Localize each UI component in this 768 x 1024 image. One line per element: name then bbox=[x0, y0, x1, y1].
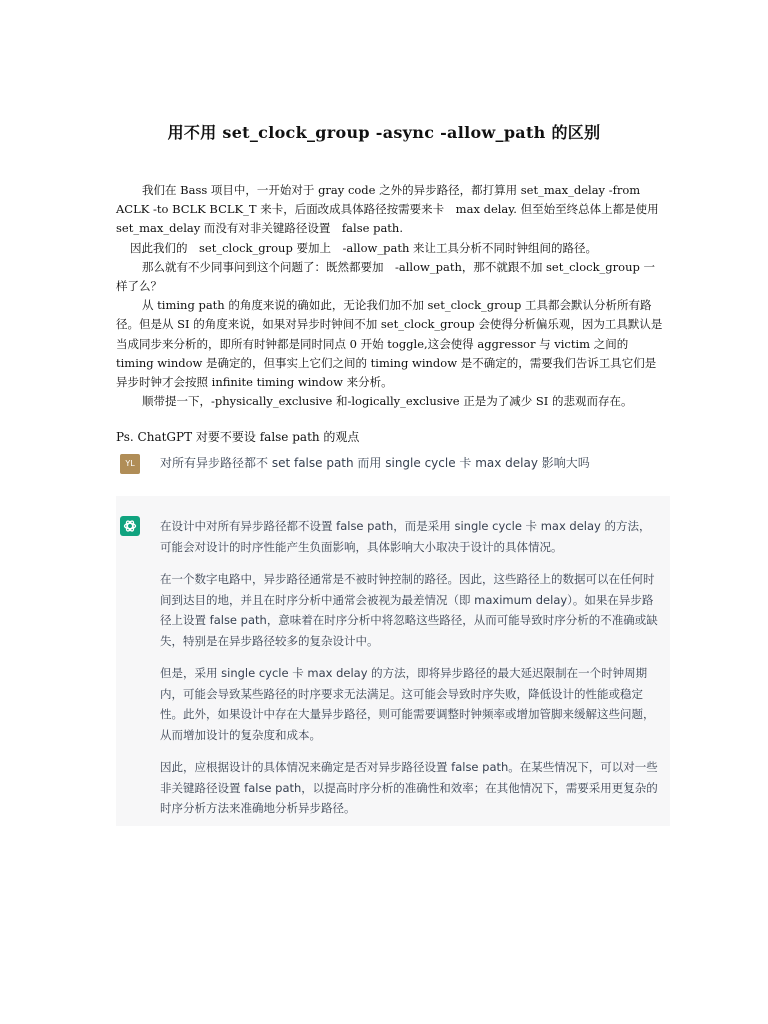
chat-bot-row bbox=[116, 496, 670, 826]
chat-user-row bbox=[116, 448, 670, 496]
bot-message bbox=[160, 516, 660, 831]
paragraph: 我们在 Bass 项目中，一开始对于 gray code 之外的异步路径，都打算用 set_max_delay -from ACLK -to BCLK BCLK_T 来卡，后面改成具体路径按需要来卡 max delay. 但至始至终总体上都是使用 set_max_delay 而没有对非关键路径设置 false path. bbox=[116, 183, 671, 236]
bot-paragraph: 因此，应根据设计的具体情况来确定是否对异步路径设置 false path。在某些情况下，可以对一些非关键路径设置 false path，以提高时序分析的准确性和效率；在其他情况下，需要采用更复杂的时序分析方法来准确地分析异步路径。 bbox=[160, 760, 658, 815]
user-avatar: YL bbox=[120, 454, 140, 474]
chatgpt-logo-icon bbox=[120, 516, 140, 536]
paragraph: 因此我们的 set_clock_group 要加上 -allow_path 来让工具分析不同时钟组间的路径。 bbox=[130, 240, 597, 255]
bot-paragraph: 在一个数字电路中，异步路径通常是不被时钟控制的路径。因此，这些路径上的数据可以在任何时间到达目的地，并且在时序分析中通常会被视为最差情况（即 maximum delay）。如果在异步路径上设置 false path，意味着在时序分析中将忽略这些路径，从而可能导致时序分析的不准确或缺失，特别是在异步路径较多的复杂设计中。 bbox=[160, 572, 658, 648]
paragraph: 顺带提一下，-physically_exclusive 和-logically_exclusive 正是为了减少 SI 的悲观而存在。 bbox=[142, 394, 633, 409]
document-title: 用不用 set_clock_group -async -allow_path 的区别 bbox=[167, 123, 601, 142]
bot-paragraph: 在设计中对所有异步路径都不设置 false path，而是采用 single cycle 卡 max delay 的方法，可能会对设计的时序性能产生负面影响，具体影响大小取决于设计的具体情况。 bbox=[160, 519, 651, 554]
paragraph: 从 timing path 的角度来说的确如此，无论我们加不加 set_clock_group 工具都会默认分析所有路径。但是从 SI 的角度来说，如果对异步时钟间不加 set_clock_group 会使得分析偏乐观，因为工具默认是当成同步来分析的，即所有时钟都是同时同点 0 开始 toggle,这会使得 aggressor 与 victim 之间的 timing window 是确定的，但事实上它们之间的 timing window 是不确定的，需要我们告诉工具它们是异步时钟才会按照 infinite timing window 来分析。 bbox=[116, 298, 663, 390]
body-text bbox=[116, 181, 671, 411]
ps-label: Ps. ChatGPT 对要不要设 false path 的观点 bbox=[116, 430, 360, 444]
bot-paragraph: 但是，采用 single cycle 卡 max delay 的方法，即将异步路径的最大延迟限制在一个时钟周期内，可能会导致某些路径的时序要求无法满足。这可能会导致时序失败，降低设计的性能或稳定性。此外，如果设计中存在大量异步路径，则可能需要调整时钟频率或增加管脚来缓解这些问题，从而增加设计的复杂度和成本。 bbox=[160, 666, 655, 742]
paragraph: 那么就有不少同事问到这个问题了：既然都要加 -allow_path，那不就跟不加 set_clock_group 一样了么？ bbox=[116, 259, 655, 294]
user-message: 对所有异步路径都不 set false path 而用 single cycle 卡 max delay 影响大吗 bbox=[160, 456, 590, 470]
